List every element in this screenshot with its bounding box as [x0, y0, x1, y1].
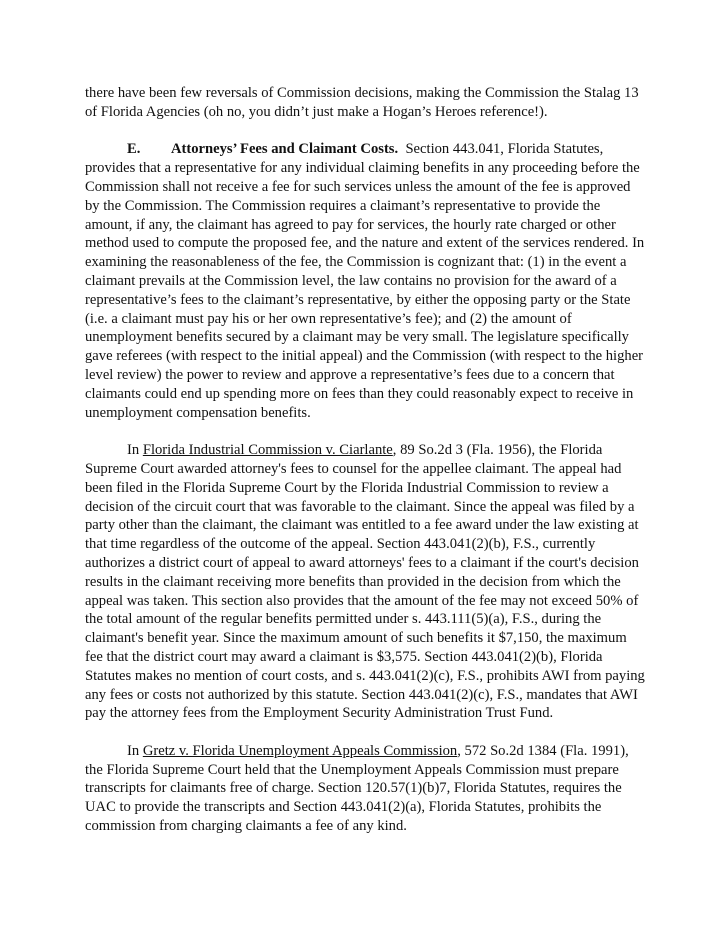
paragraph-ciarlante [85, 441, 645, 723]
document-page [85, 84, 645, 855]
paragraph-body: , 89 So.2d 3 (Fla. 1956), the Florida Supreme Court awarded attorney's fees to counsel for the appellee claimant. The appeal had been filed in the Florida Supreme Court by the Florida Industrial Commission to review a decision of the circuit court that was favorable to the claimant. Since the appeal was filed by a party other than the claimant, the claimant was entitled to a fee award under the law existing at that time regardless of the outcome of the appeal. Section 443.041(2)(b), F.S., currently authorizes a district court of appeal to award attorneys' fees to a claimant if the court's decision results in the claimant receiving more benefits than provided in the decision from which the appeal was taken. This section also provides that the amount of the fee may not exceed 50% of the total amount of the regular benefits permitted under s. 443.111(5)(a), F.S., during the claimant's benefit year. Since the maximum amount of such benefits it $7,150, the maximum fee that the district court may award a claimant is $3,575. Section 443.041(2)(b), Florida Statutes makes no mention of court costs, and s. 443.041(2)(c), F.S., prohibits AWI from paying any fees or costs not authorized by this statute. Section 443.041(2)(c), F.S., mandates that AWI pay the attorney fees from the Employment Security Administration Trust Fund. [85, 442, 645, 722]
paragraph-text: there have been few reversals of Commission decisions, making the Commission the Stalag 13 of Florida Agencies (oh no, you didn’t just make a Hogan’s Heroes reference!). [85, 85, 639, 120]
section-letter: E. [127, 141, 141, 158]
paragraph-gretz [85, 742, 645, 836]
section-e-paragraph [85, 140, 645, 422]
case-citation-ciarlante: Florida Industrial Commission v. Ciarlante [142, 442, 393, 459]
section-body: Section 443.041, Florida Statutes, provides that a representative for any individual claiming benefits in any proceeding before the Commission shall not receive a fee for such services unless the amount of the fee is approved by the Commission. The Commission requires a claimant’s representative to provide the amount, if any, the claimant has agreed to pay for services, the hourly rate charged or other method used to compute the proposed fee, and the nature and extent of the services rendered. In examining the reasonableness of the fee, the Commission is cognizant that: (1) in the event a claimant prevails at the Commission level, the law contains no provision for the award of a representative’s fees to the claimant’s representative, by either the opposing party or the State (i.e. a claimant must pay his or her own representative’s fee); and (2) the amount of unemployment benefits secured by a claimant may be very small. The legislature specifically gave referees (with respect to the initial appeal) and the Commission (with respect to the higher level review) the power to review and approve a representative’s fees due to a concern that claimants could end up spending more on fees than they could reasonably expect to receive in unemployment compensation benefits. [85, 141, 645, 421]
case-citation-gretz: Gretz v. Florida Unemployment Appeals Commission [142, 742, 458, 759]
paragraph-stalag-reference [85, 84, 645, 122]
paragraph-prefix: In [127, 742, 140, 759]
paragraph-prefix: In [127, 442, 140, 459]
paragraph-body: , 572 So.2d 1384 (Fla. 1991), the Florida Supreme Court held that the Unemployment Appeals Commission must prepare transcripts for claimants free of charge. Section 120.57(1)(b)7, Florida Statutes, requires the UAC to provide the transcripts and Section 443.041(2)(a), Florida Statutes, prohibits the commission from charging claimants a fee of any kind. [85, 742, 629, 835]
section-heading: Attorneys’ Fees and Claimant Costs. [171, 141, 399, 158]
